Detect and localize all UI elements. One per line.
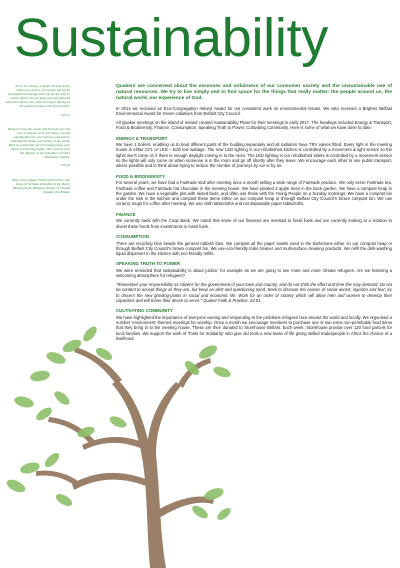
page-title: Sustainability [14,8,328,68]
intro-paragraph-plans: All Quaker meetings on the island of Ireland created Sustainability Plans for their meetings in early 2017. The headings included Energy & Transport, Food & Biodiversity, Finance, Consumption, Speaking Truth to Power, Cultivating Community. Here is some of what we have done to date: [116,119,392,131]
section-quote: "Remember your responsibility as citizens for the government of your town and country, and do not shirk the effort and time this may demand. Do not be content to accept things as they are, but keep an alert and questioning mind. Seek to discover the causes of social unrest, injustice and fear; try to discern the new growing-points in social and economic life. Work for an order of society which will allow men and women to develop their capacities and will foster their desire to serve." Quaker Faith & Practice, 23.01. [116,281,392,303]
tree-trunk [36,347,214,568]
intro-lead: Quakers are concerned about the excesses and unfairness of our consumer society and the unsustainable use of natural resources. We try to live simply and to find space for the things that really matter: the people around us, the natural world, our experience of God. [116,84,392,101]
section-heading: ENERGY & TRANSPORT [116,135,168,141]
sidebar-quote-2-attribution: 1.02.42 [60,163,70,168]
section-body: For several years, we have had a Fairtrade stall after meeting once a month selling a wide range of Fairtrade produce. We only serve Fairtrade tea, Fairtrade coffee and Fairtrade hot chocolate in the meeting house. We have planted 3 apple trees in the back garden. We have a compost heap in the garden. We have a vegetable plot with raised beds, and often use these with the Young People on a Sunday mornings. We have a compost bin under the sink in the kitchen and compost these items either on our compost heap or through Belfast City Council's brown compost bin. We use ceramic mugs for coffee after meeting. We use cloth tablecloths and not disposable paper tablecloths. [116,180,392,207]
section-heading: FOOD & BIODIVERSITY [116,173,166,179]
sidebar-quote-1-attribution: 1.02.41 [60,112,70,117]
section-cultivating-community [116,308,392,341]
section-heading: FINANCE [116,211,136,217]
section-body: We were reminded that sustainability is about justice, for example as we are going to see more and more climate refugees. Are we fostering a welcoming atmosphere for refugees? [116,268,392,279]
section-heading: CULTIVATING COMMUNITY [116,308,173,314]
section-speaking-truth-to-power [116,261,392,303]
sidebar-quote-1: Try to live simply. A simple lifestyle freely chosen is a source of strength. Do not be persuaded into buying what you do not need or cannot afford. Do you keep yourself informed about the effects your style of living is having on the global economy and environment? [6,84,71,109]
section-finance [116,212,392,229]
section-body: We have 2 boilers, enabling us to heat different parts of the building separately and all radiators have TRV valves fitted. Every light in the meeting house is either CFL or LED – both low wattage. The new LED lighting in our refurbished kitchen is controlled by a movement & light sensor so the lights won't come on if there is enough daylight coming in to the room. The LED lighting in our refurbished toilets is controlled by a movement sensor so the lights will only come on when someone is in the room and go off shortly after they leave. We encourage each other to use public transport, where possible and to think about trying to reduce the number of journeys by car or by air. [116,142,392,169]
section-body: We currently bank with the Coop Bank. We noted that some of our finances are invested in fossil fuels and are currently looking at a solution to divest these funds from investments in fossil fuels. [116,218,392,229]
section-heading: CONSUMPTION [116,233,149,239]
quote-sidebar [6,84,70,198]
section-heading: SPEAKING TRUTH TO POWER [116,261,181,267]
section-consumption [116,234,392,256]
tree-leaves [5,324,232,522]
intro-paragraph-awards: In 2014 we received an Eco-Congregation Ireland Award for our consistent work on environmental issues. We also received a Brighter Belfast Environmental Award for Green initiatives from Belfast City Council. [116,106,392,117]
section-energy-transport [116,136,392,169]
section-food-biodiversity [116,174,392,207]
section-body: There are recycling bins beside the general rubbish bins. We compost all the paper towels used in the bathrooms either on our compost heap or through Belfast City Council's brown compost bin. We use eco-friendly toilet cleaner and multi-surface cleaning products. We refill the dish-washing liquid dispenser in the kitchen with eco-friendly refills. [116,240,392,257]
sidebar-quote-2: We do not own the world, and its riches are not ours to dispose of at will. Show a loving consideration for all creatures, and seek to maintain the beauty and variety of the world. Work to ensure that our increasing power over nature is used responsibly, with reverence for life. Rejoice in the splendour of God's continuing creation. [7,126,70,160]
main-content [116,84,392,345]
section-body: We have highlighted the importance of everyone owning and responding to the problems refugees face around the world and locally. We organised a number 'environment' themed meetings for worship. Once a month we encourage members to purchase one or two extra non-perishable food items that they bring in to the meeting house. These are then donated to Storehouse Belfast. Each week, Storehouse provide over 120 food parcels for local families. We support the work of 'Tools for Solidarity' who give old tools a new lease of life giving skilled tradespeople in Africa the chance of a livelihood. [116,314,392,341]
sidebar-source-note: Taken from Quaker Faith and Practice: The book of Christian discipline of the Yearly Meeting of the Religious Society of Friends (Quakers) in Britain [12,177,70,194]
